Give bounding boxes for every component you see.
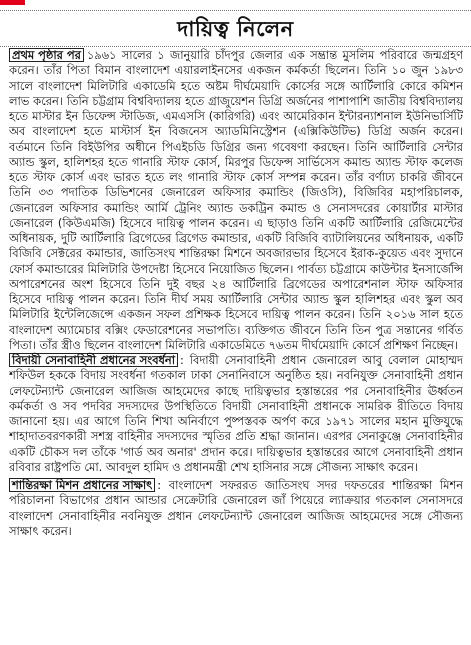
- farewell-paragraph: [9, 353, 463, 475]
- headline-divider: [0, 46, 471, 47]
- peacekeeping-subhead: শান্তিরক্ষা মিশন প্রধানের সাক্ষাৎ: [9, 478, 155, 492]
- article-body: [9, 48, 463, 641]
- peacekeeping-text: : বাংলাদেশ সফররত জাতিসংঘ সদর দফতরের শান্তিরক্ষা মিশন পরিচালনা বিভাগের প্রধান আন্ডার সেক্রেটারি জেনারেল জাঁ পিয়েরে ল্যাক্রয়ার গতকাল সেনাসদরে বাংলাদেশ সেনাবাহিনীর নবনিযুক্ত প্রধান লেফটেন্যান্ট জেনারেল আজিজ আহমেদের সঙ্গে সৌজন্য সাক্ষাৎ করেন।: [9, 478, 463, 538]
- farewell-subhead: বিদায়ী সেনাবাহিনী প্রধানের সংবর্ধনা: [9, 353, 178, 367]
- red-corner-mark: [0, 0, 25, 5]
- headline: দায়িত্ব নিলেন: [177, 17, 294, 41]
- farewell-text: : বিদায়ী সেনাবাহিনী প্রধান জেনারেল আবু বেলাল মোহাম্মদ শফিউল হককে বিদায় সংবর্ধনা গতকাল ঢাকা সেনানিবাসে অনুষ্ঠিত হয়। নবনিযুক্ত সেনাবাহিনী প্রধান লেফটেন্যান্ট জেনারেল আজিজ আহমেদের কাছে দায়িত্বভার হস্তান্তরের পর সেনাবাহিনীর ঊর্ধ্বতন কর্মকর্তা ও সব পদবির সদস্যদের উপস্থিতিতে বিদায়ী সেনাবাহিনী প্রধানকে সামরিক রীতিতে বিদায় জানানো হয়। এর আগে তিনি শিখা অনির্বাণে পুষ্পস্তবক অর্পণ করে ১৯৭১ সালের মহান মুক্তিযুদ্ধে শাহাদাতবরণকারী সশস্ত্র বাহিনীর সদস্যদের স্মৃতির প্রতি শ্রদ্ধা জানান। এরপর সেনাকুঞ্জে সেনাবাহিনীর একটি চৌকস দল তাঁকে 'গার্ড অব অনার' প্রদান করে। দায়িত্বভার হস্তান্তরের আগে সেনাবাহিনী প্রধান রবিবার রাষ্ট্রপতি মো. আবদুল হামিদ ও প্রধানমন্ত্রী শেখ হাসিনার সঙ্গে সৌজন্য সাক্ষাৎ করেন।: [9, 353, 463, 474]
- intro-text: ১৯৬১ সালের ১ জানুয়ারি চাঁদপুর জেলার এক সম্ভ্রান্ত মুসলিম পরিবারে জন্মগ্রহণ করেন। তাঁর পিতা বিমান বাংলাদেশ এয়ারলাইনসের একজন কর্মকর্তা ছিলেন। তিনি ১০ জুন ১৯৮৩ সালে বাংলাদেশ মিলিটারি একাডেমি হতে অষ্টম দীর্ঘমেয়াদি কোর্সের সঙ্গে আর্টিলারি কোরে কমিশন লাভ করেন। তিনি চট্টগ্রাম বিশ্ববিদ্যালয় হতে গ্রাজুয়েশন ডিগ্রি অর্জনের পাশাপাশি জাতীয় বিশ্ববিদ্যালয় হতে মাস্টার ইন ডিফেন্স স্টাডিজ, এমএসসি (কারিগরি) এবং আমেরিকান ইন্টারন্যাশনাল ইউনিভার্সিটি অব বাংলাদেশ হতে মাস্টার্স ইন বিজনেস অ্যাডমিনিস্ট্রেশন (এক্সিকিউটিভ) ডিগ্রি অর্জন করেন। বর্তমানে তিনি বিইউপির অধীনে পিএইচডি ডিগ্রির জন্য গবেষণা করছেন। তিনি আর্টিলারি সেন্টার অ্যান্ড স্কুল, হালিশহর হতে গানারি স্টাফ কোর্স, মিরপুর ডিফেন্স সার্ভিসেস কমান্ড অ্যান্ড স্টাফ কলেজ হতে স্টাফ কোর্স এবং ভারত হতে লং গানারি স্টাফ কোর্স সম্পন্ন করেন। তাঁর বর্ণাঢ্য চাকরি জীবনে তিনি ৩৩ পদাতিক ডিভিশনের জেনারেল অফিসার কমান্ডিং (জিওসি), বিজিবির মহাপরিচালক, জেনারেল অফিসার কমান্ডিং আর্মি ট্রেনিং অ্যান্ড ডকট্রিন কমান্ড ও সেনাসদরের কোয়ার্টার মাস্টার জেনারেল (কিউএমজি) হিসেবে দায়িত্ব পালন করেন। এ ছাড়াও তিনি একটি আর্টিলারি রেজিমেন্টের অধিনায়ক, দুটি আর্টিলারি ব্রিগেডের ব্রিগেড কমান্ডার, একটি বিজিবি ব্যাটালিয়নের অধিনায়ক, একটি বিজিবি সেক্টরের কমান্ডার, জাতিসংঘ শান্তিরক্ষা মিশনে অবজারভার হিসেবে ইরাক-কুয়েত এবং সুদানে ফোর্স কমান্ডারের মিলিটারি উপদেষ্টা হিসেবে নিয়োজিত ছিলেন। পার্বত্য চট্টগ্রামে কাউন্টার ইনসার্জেন্সি অপারেশনের অংশ হিসেবে তিনি দুই বছর ২৪ আর্টিলারি ব্রিগেডের অপারেশনাল স্টাফ অফিসার হিসেবে দায়িত্ব পালন করেন। তিনি দীর্ঘ সময় আর্টিলারি সেন্টার অ্যান্ড স্কুল হালিশহর এবং স্কুল অব মিলিটারি ইন্টেলিজেন্সে একজন সফল প্রশিক্ষক হিসেবে দায়িত্ব পালন করেন। তিনি ২০১৬ সাল হতে বাংলাদেশ অ্যামেচার বক্সিং ফেডারেশনের সভাপতি। ব্যক্তিগত জীবনে তিনি তিন পুত্র সন্তানের গর্বিত পিতা। তাঁর স্ত্রীও ছিলেন বাংলাদেশ মিলিটারি একাডেমিতে ৭৬তম দীর্ঘমেয়াদি কোর্সে প্রশিক্ষণ নিচ্ছেন।: [9, 48, 463, 352]
- continued-from-tag: প্রথম পৃষ্ঠার পর: [9, 48, 84, 62]
- peacekeeping-paragraph: [9, 478, 463, 539]
- intro-paragraph: [9, 48, 463, 353]
- top-divider: [0, 10, 471, 11]
